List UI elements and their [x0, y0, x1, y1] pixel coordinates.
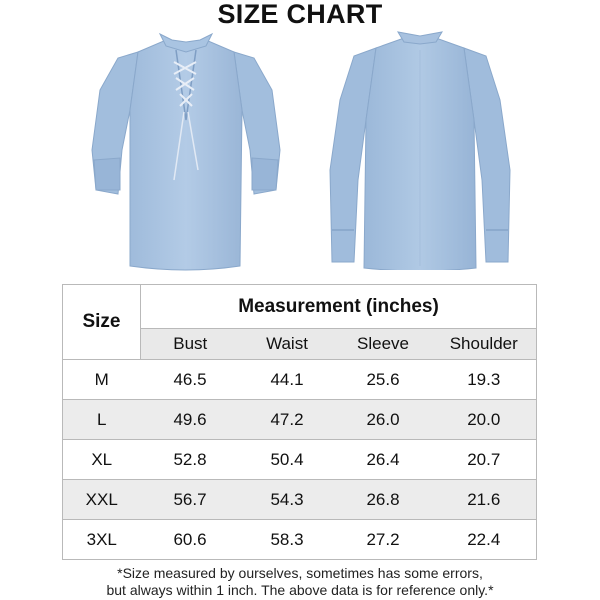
column-header-waist: Waist [240, 329, 335, 360]
sleeve-cell: 26.8 [335, 480, 432, 520]
size-cell: XXL [63, 480, 141, 520]
disclaimer-line-2: but always within 1 inch. The above data is for reference only.* [106, 582, 494, 598]
shoulder-cell: 20.0 [432, 400, 537, 440]
waist-cell: 50.4 [240, 440, 335, 480]
bust-cell: 56.7 [141, 480, 240, 520]
disclaimer-note [0, 565, 600, 599]
column-header-shoulder: Shoulder [432, 329, 537, 360]
waist-cell: 58.3 [240, 520, 335, 560]
shirt-back-icon [320, 30, 520, 270]
column-header-bust: Bust [141, 329, 240, 360]
table-row [63, 480, 537, 520]
size-chart-table [62, 284, 537, 560]
waist-cell: 54.3 [240, 480, 335, 520]
bust-cell: 52.8 [141, 440, 240, 480]
bust-cell: 46.5 [141, 360, 240, 400]
shoulder-cell: 21.6 [432, 480, 537, 520]
disclaimer-line-1: *Size measured by ourselves, sometimes has some errors, [117, 565, 483, 581]
table-row [63, 520, 537, 560]
shirt-front-icon [88, 30, 284, 272]
bust-cell: 60.6 [141, 520, 240, 560]
sleeve-cell: 27.2 [335, 520, 432, 560]
waist-cell: 44.1 [240, 360, 335, 400]
shoulder-cell: 19.3 [432, 360, 537, 400]
sleeve-cell: 25.6 [335, 360, 432, 400]
column-header-sleeve: Sleeve [335, 329, 432, 360]
bust-cell: 49.6 [141, 400, 240, 440]
size-column-header: Size [63, 285, 141, 360]
sleeve-cell: 26.0 [335, 400, 432, 440]
shoulder-cell: 20.7 [432, 440, 537, 480]
shoulder-cell: 22.4 [432, 520, 537, 560]
waist-cell: 47.2 [240, 400, 335, 440]
size-cell: XL [63, 440, 141, 480]
table-row [63, 400, 537, 440]
page-title: SIZE CHART [217, 0, 383, 29]
measurement-header: Measurement (inches) [141, 285, 537, 329]
size-cell: L [63, 400, 141, 440]
size-cell: 3XL [63, 520, 141, 560]
table-row [63, 360, 537, 400]
sleeve-cell: 26.4 [335, 440, 432, 480]
size-cell: M [63, 360, 141, 400]
table-row [63, 440, 537, 480]
